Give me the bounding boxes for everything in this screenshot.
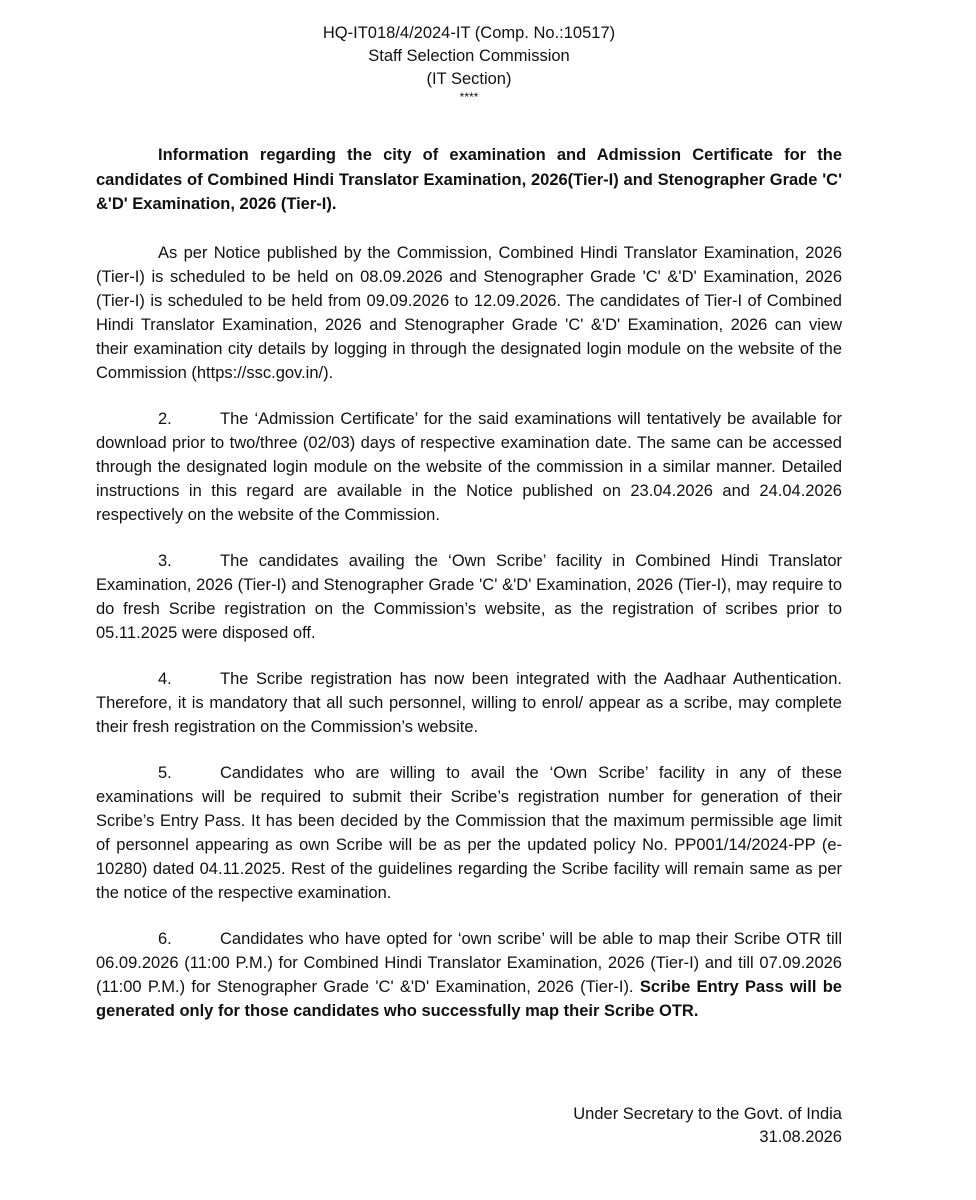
paragraph-2 xyxy=(96,407,842,527)
organization-name: Staff Selection Commission xyxy=(368,47,570,65)
notice-date: 31.08.2026 xyxy=(759,1128,842,1146)
paragraph-text: The candidates availing the ‘Own Scribe’ facility in Combined Hindi Translator Examination, 2026 (Tier-I) and Stenographer Grade 'C' &'D' Examination, 2026 (Tier-I), may require to do fresh Scribe registration on the Commission’s website, as the registration of scribes prior to 05.11.2025 were disposed off. xyxy=(96,551,842,642)
paragraph-emphasis: Scribe Entry Pass will be generated only for those candidates who successfully map their Scribe OTR. xyxy=(96,977,842,1020)
paragraph-text: Candidates who are willing to avail the ‘Own Scribe’ facility in any of these examinations will be required to submit their Scribe’s registration number for generation of their Scribe’s Entry Pass. It has been decided by the Commission that the maximum permissible age limit of personnel appearing as own Scribe will be as per the updated policy No. PP001/14/2024-PP (e-10280) dated 04.11.2025. Rest of the guidelines regarding the Scribe facility will remain same as per the notice of the respective examination. xyxy=(96,763,842,902)
signatory-designation: Under Secretary to the Govt. of India xyxy=(573,1105,842,1123)
reference-number: HQ-IT018/4/2024-IT (Comp. No.:10517) xyxy=(322,24,616,42)
paragraph-6 xyxy=(96,927,842,1023)
notice-header xyxy=(96,22,842,103)
paragraph-text: The ‘Admission Certificate’ for the said examinations will tentatively be available for download prior to two/three (02/03) days of respective examination date. The same can be accessed through the designated login module on the website of the commission in a similar manner. Detailed instructions in this regard are available in the Notice published on 23.04.2026 and 24.04.2026 respectively on the website of the Commission. xyxy=(96,409,842,524)
notice-title: Information regarding the city of examination and Admission Certificate for the candidates of Combined Hindi Translator Examination, 2026(Tier-I) and Stenographer Grade 'C' &'D' Examination, 2026 (Tier-I). xyxy=(96,146,842,213)
paragraph-text: The Scribe registration has now been integrated with the Aadhaar Authentication. Therefore, it is mandatory that all such personnel, willing to enrol/ appear as a scribe, may complete their fresh registration on the Commission’s website. xyxy=(96,669,842,736)
signature-block xyxy=(573,1103,842,1149)
section-name: (IT Section) xyxy=(426,70,512,88)
paragraph-number: 6. xyxy=(158,929,172,948)
header-separator: **** xyxy=(459,90,479,104)
paragraph-number: 3. xyxy=(158,551,172,570)
paragraph-5 xyxy=(96,761,842,905)
paragraph-3 xyxy=(96,549,842,645)
paragraph-number: 2. xyxy=(158,409,172,428)
paragraph-number: 4. xyxy=(158,669,172,688)
paragraph-text: Candidates who have opted for ‘own scribe’ will be able to map their Scribe OTR till 06.09.2026 (11:00 P.M.) for Combined Hindi Translator Examination, 2026 (Tier-I) and till 07.09.2026 (11:00 P.M.) for Stenographer Grade 'C' &'D' Examination, 2026 (Tier-I). xyxy=(96,929,842,996)
intro-paragraph: As per Notice published by the Commission, Combined Hindi Translator Examination, 2026 (Tier-I) is scheduled to be held on 08.09.2026 and Stenographer Grade 'C' &'D' Examination, 2026 (Tier-I) is scheduled to be held from 09.09.2026 to 12.09.2026. The candidates of Tier-I of Combined Hindi Translator Examination, 2026 and Stenographer Grade 'C' &'D' Examination, 2026 can view their examination city details by logging in through the designated login module on the website of the Commission (https://ssc.gov.in/). xyxy=(96,243,842,382)
paragraph-number: 5. xyxy=(158,763,172,782)
paragraph-4 xyxy=(96,667,842,739)
